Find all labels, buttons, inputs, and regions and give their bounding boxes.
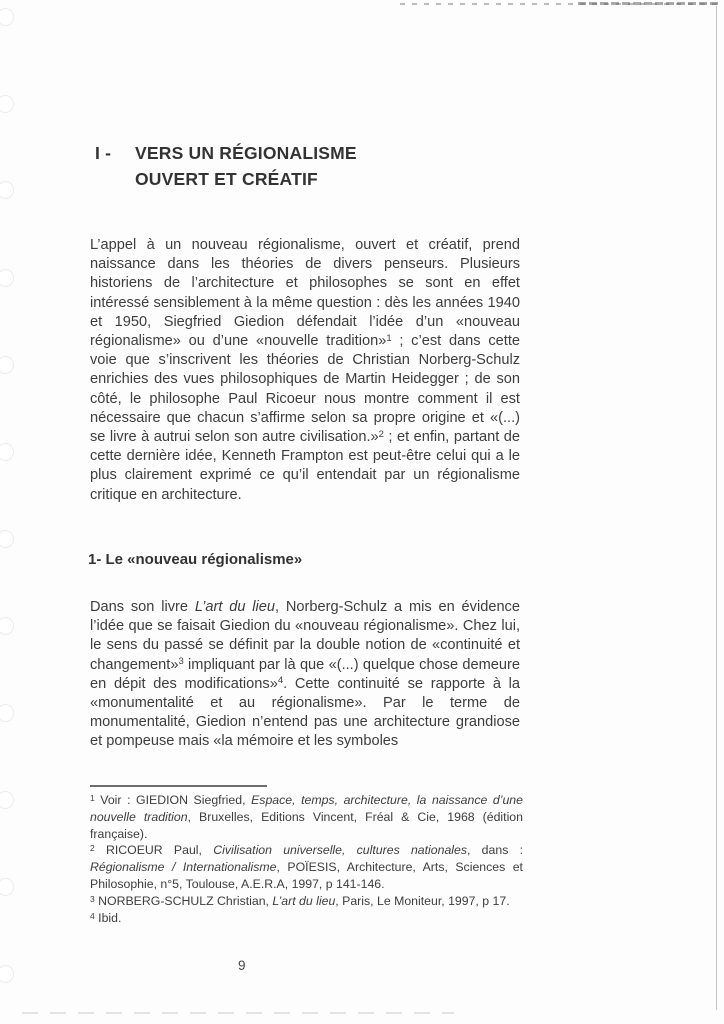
section-heading: 1- Le «nouveau régionalisme» xyxy=(88,551,303,568)
hole-punch-icon xyxy=(0,617,14,635)
hole-punch-icon xyxy=(0,704,14,722)
hole-punch-icon xyxy=(0,8,14,26)
hole-punch-icon xyxy=(0,791,14,809)
intro-paragraph: L’appel à un nouveau régionalisme, ouvert et créatif, prend naissance dans les théories de divers penseurs. Plusieurs historiens de l’architecture et philosophes se sont en effet intéressé sensiblement à la même question : dès les années 1940 et 1950, Siegfried Giedion défendait l’idée d’un «nouveau régionalisme» ou d’une «nouvelle tradition»$^1$ ; c’est dans cette voie que s’inscrivent les théories de Christian Norberg-Schulz enrichies des vues philosophiques de Martin Heidegger ; de son côté, le philosophe Paul Ricoeur nous montre comment il est nécessaire que chacun s’affirme selon sa propre origine et «(...) se livre à autrui selon son autre civilisation.»$^2$ ; et enfin, partant de cette dernière idée, Kenneth Frampton est peut-être celui qui a le plus clairement exprimé ce qu’il entendait par un régionalisme critique en architecture. xyxy=(90,237,520,503)
hole-punch-icon xyxy=(0,181,14,199)
hole-punch-icon xyxy=(0,878,14,896)
footnotes xyxy=(90,792,523,926)
section-paragraph: Dans son livre L’art du lieu, Norberg-Schulz a mis en évidence l’idée que se faisait Giedion du «nouveau régionalisme». Chez lui, le sens du passé se définit par la double notion de «continuité et changement»$^3$ impliquant par là que «(...) quelque chose demeure en dépit des modifications»$^4$. Cette continuité se rapporte à la «monumentalité et au régionalisme». Par le terme de monumentalité, Giedion n’entend pas une architecture grandiose et pompeuse mais «la mémoire et les symboles xyxy=(90,599,520,750)
hole-punch-icon xyxy=(0,965,14,983)
footnote-4: $^4$ Ibid. xyxy=(90,910,122,925)
chapter-title xyxy=(135,140,357,192)
hole-punch-icon xyxy=(0,95,14,113)
hole-punch-icon xyxy=(0,356,14,374)
footnote-3: $^3$ NORBERG-SCHULZ Christian, L’art du lieu, Paris, Le Moniteur, 1997, p 17. xyxy=(90,893,510,908)
hole-punch-icon xyxy=(0,269,14,287)
chapter-heading xyxy=(95,140,357,192)
chapter-title-line1: VERS UN RÉGIONALISME xyxy=(135,143,357,163)
footnote-2: $^2$ RICOEUR Paul, Civilisation universelle, cultures nationales, dans : Régionalisme / Internationalisme, POÏESIS, Architecture, Arts, Sciences et Philosophie, n°5, Toulouse, A.E.R.A, 1997, p 141-146. xyxy=(90,843,523,891)
scan-artifact-top-edge-dark xyxy=(578,2,718,5)
footnote-separator xyxy=(90,785,267,787)
hole-punch-icon xyxy=(0,443,14,461)
footnote-1: $^1$ Voir : GIEDION Siegfried, Espace, temps, architecture, la naissance d’une nouvelle tradition, Bruxelles, Editions Vincent, Fréal & Cie, 1968 (édition française). xyxy=(90,793,523,841)
hole-punch-icon xyxy=(0,530,14,548)
scan-artifact-bottom-edge xyxy=(22,1012,454,1014)
scan-artifact-right-edge xyxy=(716,6,717,1010)
page-number: 9 xyxy=(238,958,246,973)
chapter-title-line2: OUVERT ET CRÉATIF xyxy=(135,169,318,189)
chapter-number: I - xyxy=(95,143,112,163)
